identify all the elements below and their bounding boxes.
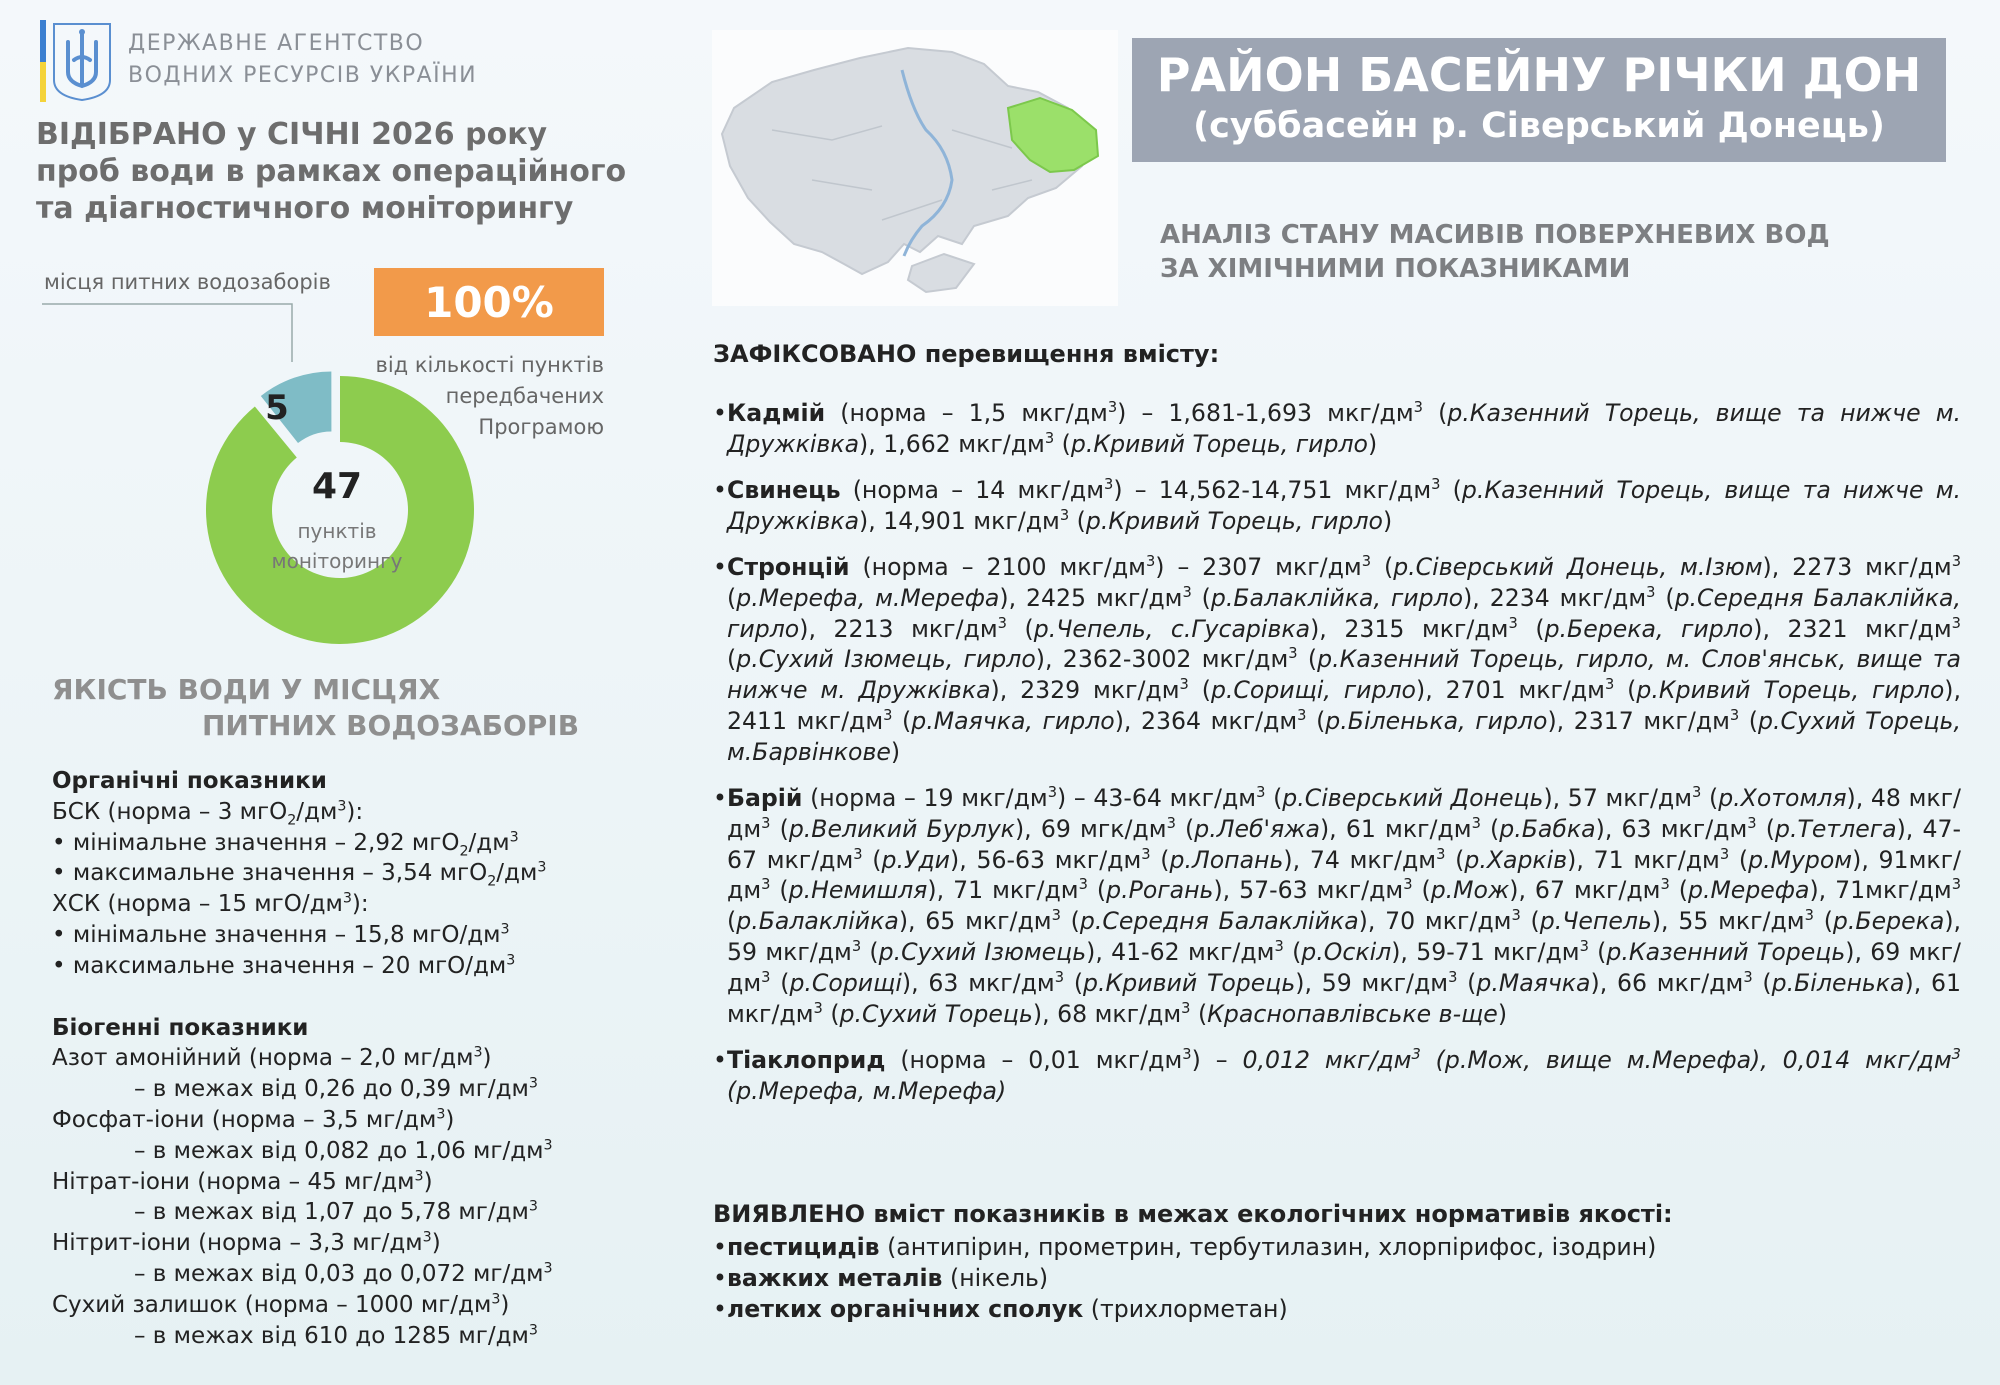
agency-line-2: ВОДНИХ РЕСУРСІВ УКРАЇНИ [128,63,478,88]
exceedance-item [713,1045,1961,1107]
within-norms-item: • летких органічних сполук (трихлорметан) [713,1294,1913,1325]
total-label-line: моніторингу [271,549,403,573]
exceedance-item [713,552,1961,768]
region-title: РАЙОН БАСЕЙНУ РІЧКИ ДОН [1156,48,1922,102]
ammonium-range: – в межах від 0,26 до 0,39 $мг/дм^3$ [134,1075,538,1103]
within-norms-list [713,1232,1913,1324]
exceedance-heading: ЗАФІКСОВАНО перевищення вмісту: [713,340,1220,368]
hsk-min: • мінімальне значення – 15,8 мгО/$дм^3$ [52,921,510,948]
substance-name: Кадмій [727,399,826,427]
phosphate-norm: Фосфат-іони (норма – 3,5 $мг/дм^3$) [52,1106,455,1133]
percent-badge: 100% [374,268,604,336]
title-line-2: проб води в рамках операційного [36,154,627,189]
nitrite-norm: Нітрит-іони (норма – 3,3 $мг/дм^3$) [52,1229,441,1257]
substance-details: (норма – 19 мкг/$дм^3) - 43-64$ мкг/$дм^3$ (р.Сіверський Донець), 57 мкг/$дм^3$ (р.Хотомля), 48 мкг/$дм^3$ (р.Великий Бурлук), 69 мгк/$дм^3$ (р.Леб'яжа), 61 мкг/$дм^3$ (р.Бабка), 63 мкг/$дм^3$ (р.Тетлега), 47-67 мкг/$дм^3$ (р.Уди), 56-63 мкг/$дм^3$ (р.Лопань), 74 мкг/$дм^3$ (р.Харків), 71 мкг/$дм^3$ (р.Муром), $91мкг/дм^3$ (р.Немишля), 71 мкг/$дм^3$ (р.Рогань), 57-63 мкг/$дм^3$ (р.Мож), 67 мкг/$дм^3$ (р.Мерефа), $71мкг/дм^3$ (р.Балаклійка), 65 мкг/$дм^3$ (р.Середня Балаклійка), 70 мкг/$дм^3$ (р.Чепель), 55 мкг/$дм^3$ (р.Берека), 59 мкг/$дм^3$ (р.Сухий Ізюмець), 41-62 мкг/$дм^3$ (р.Оскіл), 59-71 мкг/$дм^3$ (р.Казенний Торець), 69 мкг/$дм^3$ (р.Сорищі), 63 мкг/$дм^3$ (р.Кривий Торець), 59 мкг/$дм^3$ (р.Маячка), 66 мкг/$дм^3$ (р.Біленька), 61 мкг/$дм^3$ (р.Сухий Торець), 68 мкг/$дм^3$ (Краснопавлівське в-ще) [727,783,1962,1028]
agency-line-1: ДЕРЖАВНЕ АГЕНТСТВО [128,31,425,56]
donut-segment-total [206,376,474,644]
nitrate-norm: Нітрат-іони (норма – 45 $мг/дм^3$) [52,1167,433,1195]
region-title-box [1132,38,1946,162]
within-norms-item: • пестицидів (антипірин, прометрин, тербутилазин, хлорпірифос, ізодрин) [713,1232,1913,1263]
bsk-min: • мінімальне значення – 2,92 $мгО_2/дм^3$ [52,828,519,860]
percent-caption-line: від кількості пунктів [375,353,604,377]
biogenic-heading: Біогенні показники [52,1014,309,1041]
nitrate-range: – в межах від 1,07 до 5,78 $мг/дм^3$ [134,1198,538,1226]
quality-title-line-1: ЯКІСТЬ ВОДИ У МІСЦЯХ [52,673,441,706]
hsk-norm: ХСК (норма – 15 мгО/$дм^3$): [52,890,369,918]
quality-title-line-2: ПИТНИХ ВОДОЗАБОРІВ [202,709,580,742]
substance-details: (норма – 0,01 мкг/$дм^3) - 0,012$ мкг/$дм^3$ (р.Мож, вище м.Мерефа), 0,014 мкг/$дм^3$ (р.Мерефа, м.Мерефа) [727,1045,1961,1105]
monitoring-donut-chart [195,355,485,665]
phosphate-range: – в межах від 0,082 до 1,06 $мг/дм^3$ [134,1137,553,1164]
substance-details: (норма – 2100 мкг/$дм^3) - 2307$ мкг/$дм^3$ (р.Сіверський Донець, м.Ізюм), 2273 мкг/$дм^3$ (р.Мерефа, м.Мерефа), 2425 мкг/$дм^3$ (р.Балаклійка, гирло), 2234 мкг/$дм^3$ (р.Середня Балаклійка, гирло), 2213 мкг/$дм^3$ (р.Чепель, с.Гусарівка), 2315 мкг/$дм^3$ (р.Берека, гирло), 2321 мкг/$дм^3$ (р.Сухий Ізюмець, гирло), 2362-3002 мкг/$дм^3$ (р.Казенний Торець, гирло, м. Слов'янськ, вище та нижче м. Дружківка), 2329 мкг/$дм^3$ (р.Сорищі, гирло), 2701 мкг/$дм^3$ (р.Кривий Торець, гирло), 2411 мкг/$дм^3$ (р.Маячка, гирло), 2364 мкг/$дм^3$ (р.Біленька, гирло), 2317 мкг/$дм^3$ (р.Сухий Торець, м.Барвінкове) [727,552,1962,766]
substance-name: Стронцій [727,552,850,581]
substance-details: (норма – 14 мкг/$дм^3) - 14,562-14,751$ мкг/$дм^3$ (р.Казенний Торець, вище та нижче м. Дружківка), 14,901 мкг/$дм^3$ (р.Кривий Торець, гирло) [727,475,1961,535]
trident-emblem-icon [40,20,118,102]
total-points-count: 47 [311,466,363,507]
total-label-line: пунктів [297,519,377,543]
within-norms-heading: ВИЯВЛЕНО вміст показників в межах екологічних нормативів якості: [713,1200,1673,1228]
quality-indicators [52,766,652,1351]
hsk-max: • максимальне значення – 20 мгО/$дм^3$ [52,952,516,979]
percent-caption-line: Програмою [478,415,604,439]
dry-residue-norm: Сухий залишок (норма – 1000 $мг/дм^3$) [52,1291,510,1318]
bsk-norm: БСК (норма – 3 $мгО_2/дм^3$): [52,798,364,829]
analysis-line-2: ЗА ХІМІЧНИМИ ПОКАЗНИКАМИ [1160,254,1631,284]
total-points-label [250,516,424,576]
quality-section-title [52,672,582,744]
ammonium-norm: Азот амонійний (норма – 2,0 $мг/дм^3$) [52,1044,492,1072]
percent-caption-line: передбачених [445,384,604,408]
title-line-1: ВІДІБРАНО у СІЧНІ 2026 року [36,117,548,152]
bsk-max: • максимальне значення – 3,54 $мгО_2/дм^3$ [52,859,547,890]
title-line-3: та діагностичного моніторингу [36,191,574,226]
substance-name: Свинець [727,475,841,504]
exceedance-item [713,783,1961,1029]
drinking-count: 5 [265,388,289,428]
analysis-line-1: АНАЛІЗ СТАНУ МАСИВІВ ПОВЕРХНЕВИХ ВОД [1160,220,1830,250]
agency-name [128,28,477,92]
substance-name: Барій [727,783,803,812]
exceedance-list [713,398,1961,1122]
exceedance-item [713,398,1961,460]
exceedance-item [713,475,1961,537]
within-norms-item: • важких металів (нікель) [713,1263,1913,1294]
region-subtitle: (суббасейн р. Сіверський Донець) [1193,106,1885,146]
agency-logo [40,20,118,102]
organic-heading: Органічні показники [52,768,327,794]
substance-name: Тіаклоприд [727,1045,886,1074]
substance-details: (норма – 1,5 мкг/$дм^3) - 1,681-1,693$ мкг/$дм^3$ (р.Казенний Торець, вище та нижче м. Дружківка), 1,662 мкг/$дм^3$ (р.Кривий Торець, гирло) [727,399,1962,458]
ukraine-map [712,30,1118,306]
page-title [36,116,676,227]
drinking-intakes-label: місця питних водозаборів [44,270,331,294]
nitrite-range: – в межах від 0,03 до 0,072 $мг/дм^3$ [134,1260,553,1287]
dry-residue-range: – в межах від 610 до 1285 $мг/дм^3$ [134,1321,538,1349]
analysis-title [1160,218,1920,286]
